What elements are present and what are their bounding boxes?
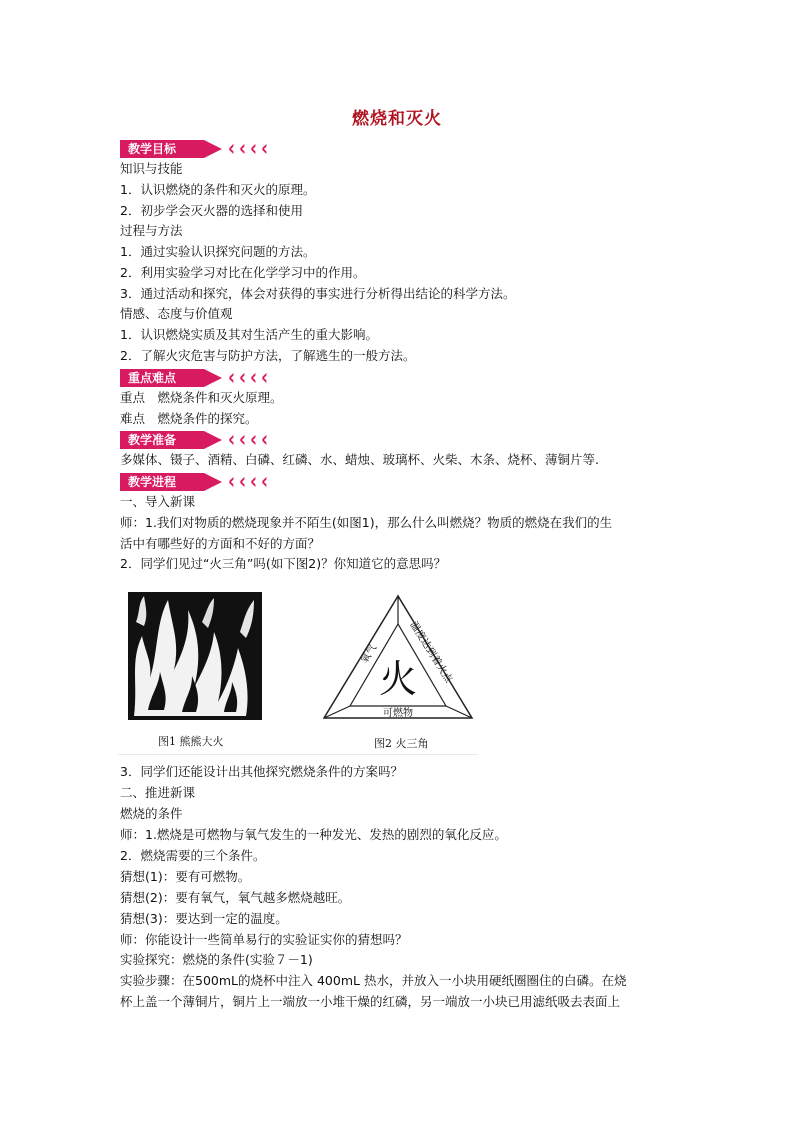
section-banner-keypoints	[120, 365, 272, 391]
subheading-attitude: 情感、态度与价值观	[120, 306, 233, 321]
chevron-decoration-icon: ‹ ‹ ‹ ‹	[228, 365, 269, 391]
section-banner-process	[120, 469, 272, 495]
objective-item: 1．认识燃烧实质及其对生活产生的重大影响。	[120, 327, 378, 342]
hypothesis: 猜想(2)：要有氧气，氧气越多燃烧越旺。	[120, 890, 351, 905]
figure-caption: 图1 熊熊大火	[158, 735, 224, 748]
process-text: 师：你能设计一些简单易行的实验证实你的猜想吗？	[120, 932, 408, 947]
objective-item: 2．利用实验学习对比在化学学习中的作用。	[120, 265, 366, 280]
process-text: 活中有哪些好的方面和不好的方面？	[120, 536, 321, 551]
objective-item: 2．了解火灾危害与防护方法，了解逃生的一般方法。	[120, 348, 416, 363]
hypothesis: 猜想(1)：要有可燃物。	[120, 869, 251, 884]
process-subheading: 燃烧的条件	[120, 806, 183, 821]
triangle-center-label: 火	[378, 657, 418, 701]
experiment-title: 实验探究：燃烧的条件(实验７－1)	[120, 952, 313, 967]
banner-label: 重点难点	[120, 369, 204, 387]
subheading-process: 过程与方法	[120, 223, 183, 238]
chevron-decoration-icon: ‹ ‹ ‹ ‹	[228, 136, 269, 162]
objective-item: 2．初步学会灭火器的选择和使用	[120, 203, 303, 218]
triangle-bottom-label: 可燃物	[383, 708, 413, 719]
key-point: 重点 燃烧条件和灭火原理。	[120, 390, 283, 405]
objective-item: 1．通过实验认识探究问题的方法。	[120, 244, 316, 259]
figure-caption: 图2 火三角	[374, 737, 429, 750]
subheading-knowledge: 知识与技能	[120, 161, 183, 176]
triangle-left-label: 氧气	[359, 642, 380, 666]
preparation-list: 多媒体、镊子、酒精、白磷、红磷、水、蜡烛、玻璃杯、火柴、木条、烧杯、薄铜片等.	[120, 452, 599, 467]
page-title: 燃烧和灭火	[352, 109, 442, 129]
process-text: 师：1.燃烧是可燃物与氧气发生的一种发光、发热的剧烈的氧化反应。	[120, 827, 507, 842]
process-text: 师：1.我们对物质的燃烧现象并不陌生(如图1)，那么什么叫燃烧？物质的燃烧在我们的生	[120, 515, 613, 530]
process-text: 2．同学们见过“火三角”吗(如下图2)？你知道它的意思吗？	[120, 556, 447, 571]
process-heading: 二、推进新课	[120, 785, 196, 800]
experiment-step: 实验步骤：在500mL的烧杯中注入 400mL 热水，并放入一小块用硬纸圈圈住的白磷。在烧	[120, 973, 627, 988]
objective-item: 3．通过活动和探究，体会对获得的事实进行分析得出结论的科学方法。	[120, 286, 516, 301]
process-text: 2．燃烧需要的三个条件。	[120, 848, 266, 863]
difficult-point: 难点 燃烧条件的探究。	[120, 411, 258, 426]
fire-photo	[128, 592, 262, 720]
triangle-right-label: 温度达到着火点	[407, 619, 454, 685]
section-banner-objectives	[120, 136, 272, 162]
fire-triangle-diagram	[322, 594, 474, 722]
banner-label: 教学准备	[120, 431, 204, 449]
banner-label: 教学进程	[120, 473, 204, 491]
process-heading: 一、导入新课	[120, 494, 196, 509]
process-text: 3．同学们还能设计出其他探究燃烧条件的方案吗？	[120, 764, 403, 779]
objective-item: 1．认识燃烧的条件和灭火的原理。	[120, 182, 316, 197]
section-banner-preparation	[120, 427, 272, 453]
chevron-decoration-icon: ‹ ‹ ‹ ‹	[228, 427, 269, 453]
experiment-step: 杯上盖一个薄铜片，铜片上一端放一小堆干燥的红磷，另一端放一小块已用滤纸吸去表面上	[120, 994, 621, 1009]
chevron-decoration-icon: ‹ ‹ ‹ ‹	[228, 469, 269, 495]
hypothesis: 猜想(3)：要达到一定的温度。	[120, 911, 288, 926]
banner-label: 教学目标	[120, 140, 204, 158]
